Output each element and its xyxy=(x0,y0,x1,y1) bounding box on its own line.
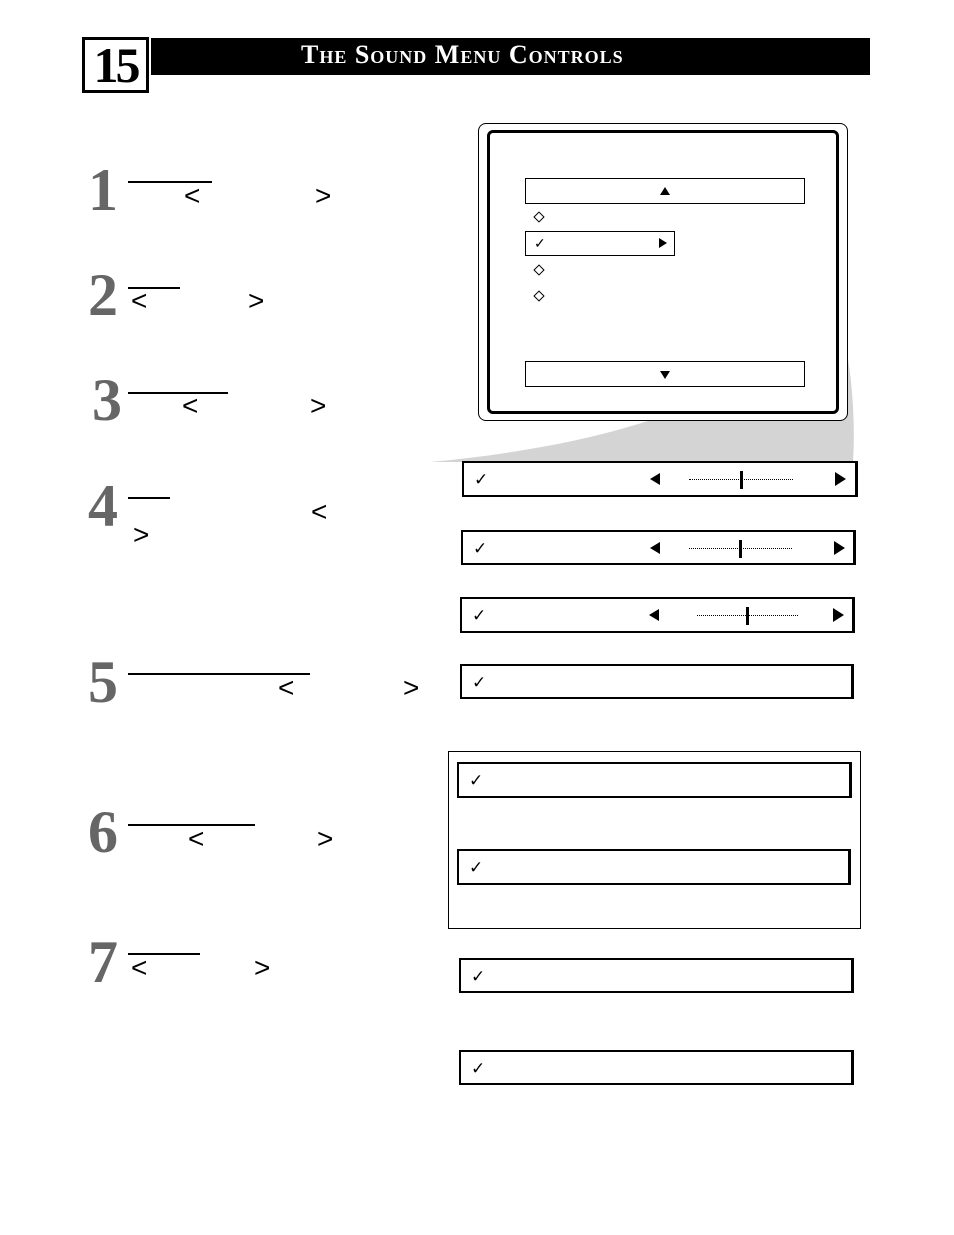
down-arrow-icon xyxy=(660,371,670,379)
left-arrow-icon[interactable] xyxy=(650,542,660,554)
slider-track[interactable] xyxy=(689,548,792,549)
step-number-1: 1 xyxy=(88,157,118,223)
step-5-left-arrow-glyph: < xyxy=(278,672,295,703)
step-number-4: 4 xyxy=(88,473,118,539)
check-icon: ✓ xyxy=(472,606,487,625)
step-number-5: 5 xyxy=(88,649,118,715)
right-arrow-icon xyxy=(659,238,667,248)
menu-item-selected[interactable] xyxy=(525,231,675,256)
step-4-right-arrow-glyph: > xyxy=(133,519,150,550)
step-number-3: 3 xyxy=(92,367,122,433)
step-3-heading-underline xyxy=(128,392,228,394)
menu-scroll-down-bar[interactable] xyxy=(525,361,805,387)
step-1-left-arrow-glyph: < xyxy=(184,180,201,211)
right-arrow-icon[interactable] xyxy=(834,541,845,555)
slider-knob[interactable] xyxy=(746,607,749,625)
step-4-left-arrow-glyph: < xyxy=(311,496,328,527)
step-6-right-arrow-glyph: > xyxy=(317,823,334,854)
option-bar-7b[interactable] xyxy=(459,1050,854,1085)
check-icon: ✓ xyxy=(471,967,486,986)
check-icon: ✓ xyxy=(474,470,489,489)
option-bar-5[interactable] xyxy=(460,664,854,699)
right-arrow-icon[interactable] xyxy=(833,608,844,622)
menu-scroll-up-bar[interactable] xyxy=(525,178,805,204)
step-number-2: 2 xyxy=(88,262,118,328)
title-bar xyxy=(151,38,870,75)
step-number-7: 7 xyxy=(88,929,118,995)
slider-knob[interactable] xyxy=(740,471,743,489)
step-5-right-arrow-glyph: > xyxy=(403,672,420,703)
step-1-right-arrow-glyph: > xyxy=(315,180,332,211)
option-bar-7a[interactable] xyxy=(459,958,854,993)
slider-bar-2[interactable] xyxy=(461,530,856,565)
check-icon: ✓ xyxy=(473,539,488,558)
check-icon: ✓ xyxy=(534,235,546,251)
step-7-right-arrow-glyph: > xyxy=(254,952,271,983)
slider-knob[interactable] xyxy=(739,540,742,558)
step-3-left-arrow-glyph: < xyxy=(182,390,199,421)
step-4-heading-underline xyxy=(128,497,170,499)
option-bar-6a[interactable] xyxy=(457,762,852,798)
step-2-right-arrow-glyph: > xyxy=(248,285,265,316)
up-arrow-icon xyxy=(660,187,670,195)
step-number-6: 6 xyxy=(88,799,118,865)
page-number: 15 xyxy=(82,37,149,93)
check-icon: ✓ xyxy=(469,771,484,790)
slider-bar-3[interactable] xyxy=(460,597,855,633)
left-arrow-icon[interactable] xyxy=(649,609,659,621)
left-arrow-icon[interactable] xyxy=(650,473,660,485)
slider-track[interactable] xyxy=(697,615,798,616)
slider-track[interactable] xyxy=(689,479,793,480)
step-2-left-arrow-glyph: < xyxy=(131,285,148,316)
check-icon: ✓ xyxy=(471,1059,486,1078)
step-7-left-arrow-glyph: < xyxy=(131,952,148,983)
slider-bar-1[interactable] xyxy=(462,461,858,497)
check-icon: ✓ xyxy=(472,673,487,692)
check-icon: ✓ xyxy=(469,858,484,877)
option-bar-6b[interactable] xyxy=(457,849,851,885)
right-arrow-icon[interactable] xyxy=(835,472,846,486)
page-title: The Sound Menu Controls xyxy=(301,40,624,69)
step-3-right-arrow-glyph: > xyxy=(310,390,327,421)
step-6-left-arrow-glyph: < xyxy=(188,823,205,854)
